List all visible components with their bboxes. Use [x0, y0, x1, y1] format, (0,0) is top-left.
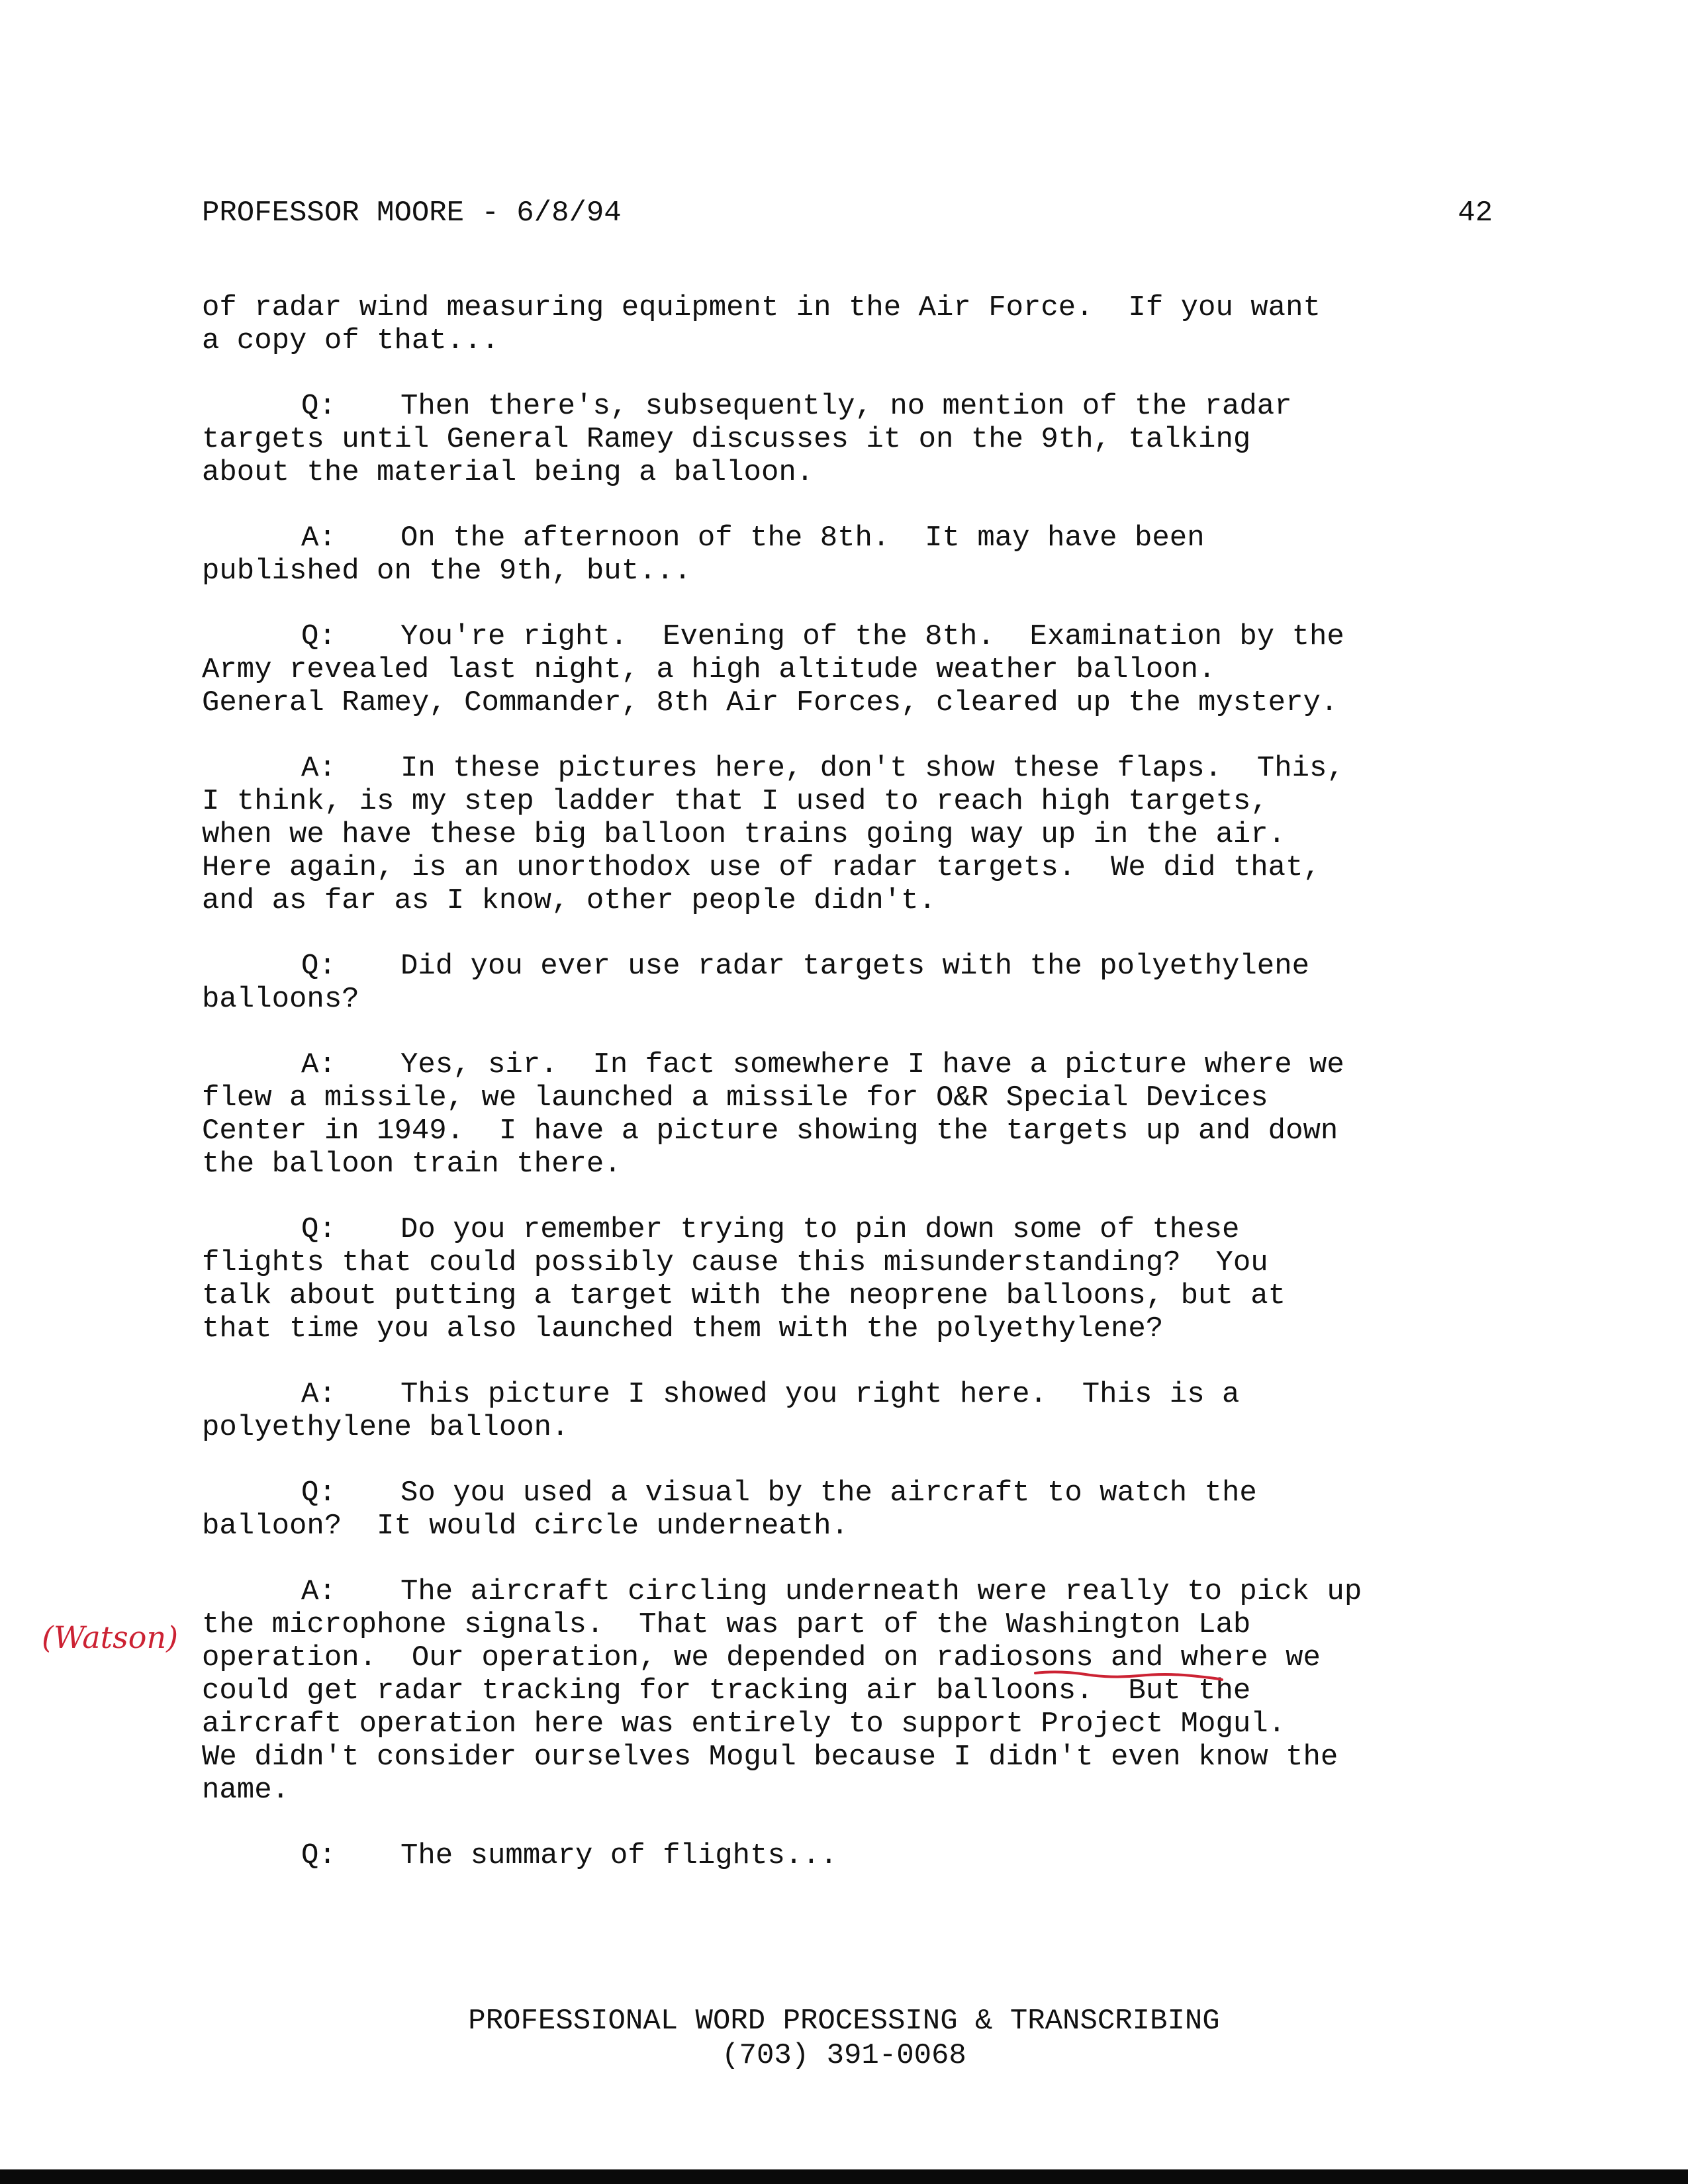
transcript-line — [202, 1081, 1499, 1115]
transcript-line — [202, 818, 1499, 851]
transcript-body — [202, 291, 1499, 1905]
line-text: that time you also launched them with the polyethylene? — [202, 1312, 1164, 1345]
line-text: I think, is my step ladder that I used to reach high targets, — [202, 785, 1268, 818]
transcript-line — [202, 1707, 1499, 1741]
handwritten-annotation — [36, 1599, 182, 1672]
line-text: and as far as I know, other people didn't. — [202, 884, 936, 917]
transcript-line — [202, 1741, 1499, 1774]
line-text: flights that could possibly cause this misunderstanding? You — [202, 1246, 1268, 1279]
transcript-line — [202, 522, 1499, 555]
line-text: Do you remember trying to pin down some of these — [400, 1213, 1240, 1246]
transcript-line — [202, 884, 1499, 917]
transcript-paragraph-answer — [202, 1048, 1499, 1181]
transcript-line — [202, 1608, 1499, 1641]
transcript-line — [202, 291, 1499, 324]
line-text: Here again, is an unorthodox use of radar targets. We did that, — [202, 851, 1321, 884]
transcript-line — [202, 1115, 1499, 1148]
handwritten-annotation-text: (Watson) — [42, 1619, 179, 1655]
red-underline-mark — [1033, 1668, 1225, 1688]
transcript-line — [202, 324, 1499, 357]
footer-phone: (703) 391-0068 — [722, 2039, 966, 2072]
line-text: We didn't consider ourselves Mogul because I didn't even know the — [202, 1741, 1338, 1774]
line-text: polyethylene balloon. — [202, 1411, 569, 1444]
transcript-paragraph-answer — [202, 1378, 1499, 1444]
transcript-paragraph-answer — [202, 522, 1499, 588]
line-text: aircraft operation here was entirely to support Project Mogul. — [202, 1707, 1286, 1741]
line-text: So you used a visual by the aircraft to watch the — [400, 1477, 1257, 1510]
line-text: the microphone signals. That was part of the Washington Lab — [202, 1608, 1251, 1641]
line-text: about the material being a balloon. — [202, 456, 814, 489]
line-text: Then there's, subsequently, no mention of the radar — [400, 390, 1292, 423]
line-text: balloon? It would circle underneath. — [202, 1510, 849, 1543]
transcript-paragraph-question — [202, 390, 1499, 489]
speaker-label: Q: — [301, 1213, 336, 1246]
transcript-line — [202, 555, 1499, 588]
document-title: PROFESSOR MOORE - 6/8/94 — [202, 197, 622, 230]
line-text: Center in 1949. I have a picture showing the targets up and down — [202, 1115, 1338, 1148]
line-text: This picture I showed you right here. This is a — [400, 1378, 1240, 1411]
line-text: Did you ever use radar targets with the polyethylene — [400, 950, 1310, 983]
transcript-line — [202, 1510, 1499, 1543]
transcript-line — [202, 1378, 1499, 1411]
transcript-line — [202, 620, 1499, 653]
line-text: Yes, sir. In fact somewhere I have a picture where we — [400, 1048, 1344, 1081]
line-text: operation. Our operation, we depended on radiosons and where we — [202, 1641, 1321, 1674]
transcript-line — [202, 1839, 1499, 1872]
line-text: The aircraft circling underneath were really to pick up — [400, 1575, 1362, 1608]
line-text: when we have these big balloon trains going way up in the air. — [202, 818, 1286, 851]
line-text: published on the 9th, but... — [202, 555, 692, 588]
transcript-paragraph — [202, 291, 1499, 357]
transcript-line — [202, 686, 1499, 719]
footer-company: PROFESSIONAL WORD PROCESSING & TRANSCRIBING — [468, 2005, 1220, 2038]
transcript-line — [202, 785, 1499, 818]
transcript-line — [202, 1246, 1499, 1279]
transcript-line — [202, 653, 1499, 686]
line-text: a copy of that... — [202, 324, 499, 357]
speaker-label: A: — [301, 1048, 336, 1081]
transcript-paragraph-answer — [202, 752, 1499, 917]
transcript-paragraph-answer — [202, 1575, 1499, 1807]
transcript-paragraph-question — [202, 1839, 1499, 1872]
speaker-label: Q: — [301, 950, 336, 983]
transcript-line — [202, 1575, 1499, 1608]
line-text: balloons? — [202, 983, 359, 1016]
speaker-label: Q: — [301, 1839, 336, 1872]
transcript-line — [202, 1674, 1499, 1707]
speaker-label: A: — [301, 522, 336, 555]
line-text: The summary of flights... — [400, 1839, 838, 1872]
transcript-paragraph-question — [202, 620, 1499, 719]
line-text: of radar wind measuring equipment in the Air Force. If you want — [202, 291, 1321, 324]
speaker-label: Q: — [301, 1477, 336, 1510]
transcript-line — [202, 1213, 1499, 1246]
transcript-line — [202, 752, 1499, 785]
transcript-line — [202, 1312, 1499, 1345]
transcript-line — [202, 983, 1499, 1016]
speaker-label: A: — [301, 752, 336, 785]
transcript-line — [202, 950, 1499, 983]
transcript-paragraph-question — [202, 1213, 1499, 1345]
transcript-line — [202, 1279, 1499, 1312]
speaker-label: Q: — [301, 390, 336, 423]
transcript-line — [202, 1641, 1499, 1674]
line-text: General Ramey, Commander, 8th Air Forces, cleared up the mystery. — [202, 686, 1338, 719]
line-text: Army revealed last night, a high altitude weather balloon. — [202, 653, 1216, 686]
speaker-label: Q: — [301, 620, 336, 653]
scan-bottom-edge — [0, 2169, 1688, 2184]
line-text: name. — [202, 1774, 290, 1807]
line-text: targets until General Ramey discusses it on the 9th, talking — [202, 423, 1251, 456]
transcript-line — [202, 1477, 1499, 1510]
transcript-paragraph-question — [202, 950, 1499, 1016]
speaker-label: A: — [301, 1378, 336, 1411]
page-footer — [0, 2004, 1688, 2073]
line-text: In these pictures here, don't show these flaps. This, — [400, 752, 1344, 785]
transcript-line — [202, 1148, 1499, 1181]
transcript-line — [202, 851, 1499, 884]
line-text: could get radar tracking for tracking air balloons. But the — [202, 1674, 1251, 1707]
transcript-line — [202, 390, 1499, 423]
line-text: On the afternoon of the 8th. It may have been — [400, 522, 1205, 555]
page-number: 42 — [1458, 197, 1493, 230]
line-text: the balloon train there. — [202, 1148, 622, 1181]
transcript-line — [202, 456, 1499, 489]
speaker-label: A: — [301, 1575, 336, 1608]
transcript-line — [202, 1048, 1499, 1081]
transcript-line — [202, 1774, 1499, 1807]
line-text: talk about putting a target with the neoprene balloons, but at — [202, 1279, 1286, 1312]
line-text: You're right. Evening of the 8th. Examination by the — [400, 620, 1344, 653]
transcript-line — [202, 423, 1499, 456]
line-text: flew a missile, we launched a missile for O&R Special Devices — [202, 1081, 1268, 1115]
transcript-line — [202, 1411, 1499, 1444]
transcript-paragraph-question — [202, 1477, 1499, 1543]
